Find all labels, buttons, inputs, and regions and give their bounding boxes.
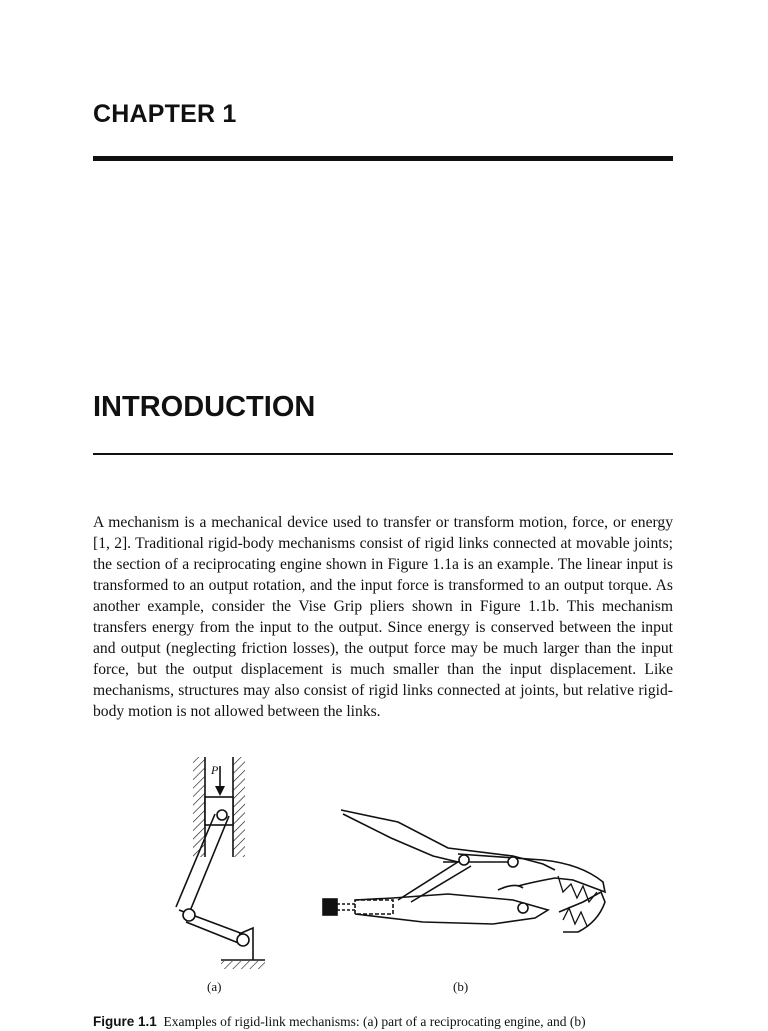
body-paragraph: A mechanism is a mechanical device used to transfer or transform motion, force, or energy [1, 2]. Traditional rigid-body mechanisms consist of rigid links connected at movable joints; the section of a reciprocating engine shown in Figure 1.1a is an example. The linear input is transformed to an output rotation, and the input force is transformed to an output torque. As another example, consider the Vise Grip pliers shown in Figure 1.1b. This mechanism transfers energy from the input to the output. Since energy is conserved between the input and output (neglecting friction losses), the output force may be much larger than the input force, but the output displacement is much smaller than the input displacement. Like mechanisms, structures may also consist of rigid links connected at joints, but relative rigid-body motion is not allowed between the links. [93, 514, 673, 720]
sublabel-b: (b) [453, 979, 469, 994]
figure-caption [93, 1013, 673, 1031]
chapter-title: INTRODUCTION [93, 391, 316, 423]
engine-illustration [176, 757, 265, 969]
figure-1-1 [93, 752, 673, 1002]
pliers-illustration [323, 810, 605, 932]
chapter-rule [93, 156, 673, 161]
mechanism-illustrations [93, 752, 673, 1002]
chapter-label: CHAPTER 1 [93, 100, 237, 128]
title-rule [93, 453, 673, 455]
caption-lead: Figure 1.1 [93, 1014, 157, 1029]
force-label: P [211, 763, 219, 777]
sublabel-a: (a) [207, 979, 222, 994]
caption-text: Examples of rigid-link mechanisms: (a) part of a reciprocating engine, and (b) [163, 1014, 586, 1029]
